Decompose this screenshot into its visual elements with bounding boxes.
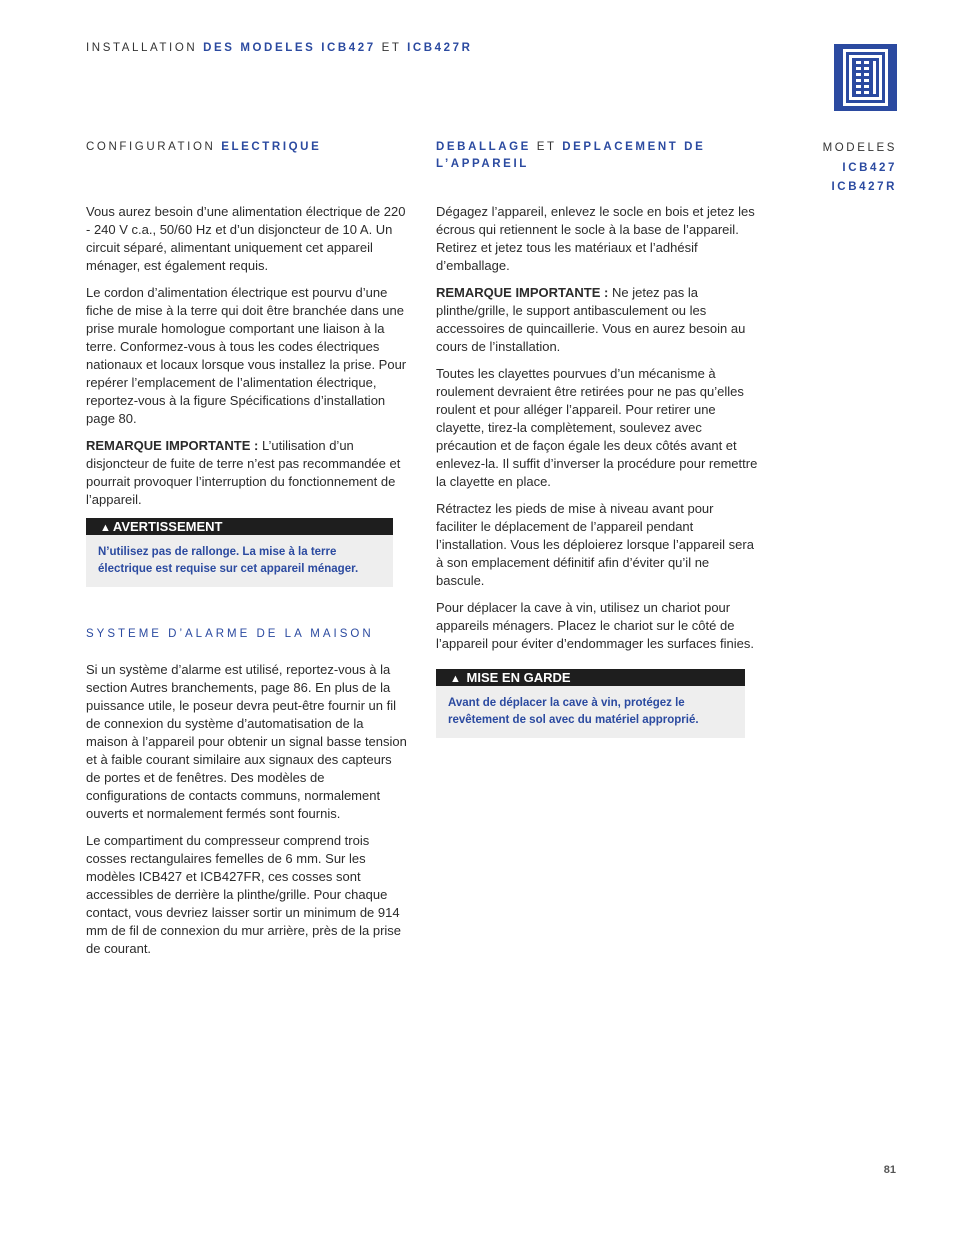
warning-text: N’utilisez pas de rallonge. La mise à la terre électrique est requise sur cet appareil ménager. [98,546,359,575]
paragraph-text: Le cordon d’alimentation électrique est pourvu d’une fiche de mise à la terre qui doit être branchée dans une prise murale homologue comportant une liaison à la terre. Conformez-vous à tous les codes électriques nationaux et locaux lorsque vous installez la prise. Pour repérer l’emplacement de l’alimentation électrique, reportez-vous à la figure Spécifications d’installation page 80. [86,285,407,426]
paragraph: Si un système d’alarme est utilisé, reportez-vous à la section Autres branchements, page 86. En plus de la puissance utile, le poseur devra peut-être fournir un fil de connexion du système d’automatisation de la maison à l’appareil pour obtenir un signal basse tension et à faible courant similaire aux signaux des capteurs de portes et de fenêtres. Des modèles de configurations de contacts communs, normalement ouverts et normalement fermés sont fournis. [86,662,407,821]
paragraph [86,284,408,428]
right-column [436,203,758,738]
important-note [436,284,758,356]
caution-text: Avant de déplacer la cave à vin, protégez le revêtement de sol avec du matériel approprié. [448,697,699,726]
wine-cabinet-icon [834,44,897,111]
paragraph: Rétractez les pieds de mise à niveau avant pour faciliter le déplacement de l’appareil pendant l’installation. Vous les déploierez lorsque l’appareil sera à son emplacement définitif afin d’éviter qu’il ne bascule. [436,501,754,588]
important-note [86,437,408,509]
paragraph: Toutes les clayettes pourvues d’un mécanisme à roulement devraient être retirées pour ne pas qu’elles roulent et pour alléger l’appareil. Pour retirer une clayette, tirez-la complètement, soulevez avec précaution et de façon égale les deux côtés avant et enlevez-la. Il suffit d’inverser la procédure pour remettre la clayette en place. [436,366,758,489]
left-column [86,203,408,967]
heading-unpacking: DEBALLAGE [436,141,531,153]
warning-icon: ▲ [100,522,111,534]
warning-header [86,518,393,535]
model-icb427r: ICB427R [831,181,897,193]
section-heading-unpacking [436,139,756,173]
note-label: REMARQUE IMPORTANTE : [86,438,259,453]
model-icb427: ICB427 [842,161,897,174]
warning-box [86,518,393,587]
header-installation: INSTALLATION [86,42,198,54]
warning-title: AVERTISSEMENT [112,519,223,534]
note-label: REMARQUE IMPORTANTE : [436,285,609,300]
paragraph: Le compartiment du compresseur comprend trois cosses rectangulaires femelles de 6 mm. Sur les modèles ICB427 et ICB427FR, ces cosses sont accessibles de derrière la plinthe/grille. Pour chaque contact, vous devriez laisser sortir un minimum de 914 mm de fil de connexion du mur arrière, près de la prise de courant. [86,833,402,956]
paragraph: Vous aurez besoin d’une alimentation électrique de 220 - 240 V c.a., 50/60 Hz et d’un disjoncteur de 10 A. Un circuit séparé, alimentant uniquement cet appareil ménager, est également requis. [86,204,406,273]
caution-title: MISE EN GARDE [466,670,571,685]
warning-icon: ▲ [450,673,461,685]
page-header [86,42,473,54]
header-et: ET [381,42,402,54]
section-heading-electrical [86,139,321,156]
models-title: MODELES [822,142,897,154]
heading-blue: ELECTRIQUE [221,141,322,153]
caution-header [436,669,745,686]
header-des-modeles: DES MODELES ICB427 [203,42,376,54]
note-text: L’utilisation d’un disjoncteur de fuite de terre n’est pas recommandée et pourrait provoquer l’interruption du fonctionnement de l’appareil. [86,438,401,507]
paragraph: Dégagez l’appareil, enlevez le socle en bois et jetez les écrous qui retiennent le socle à la base de l’appareil. Retirez et jetez tous les matériaux et l’adhésif d’emballage. [436,204,755,273]
note-text: Ne jetez pas la plinthe/grille, le support antibasculement ou les accessoires de quincaillerie. Vous en aurez besoin au cours de l’installation. [436,285,746,354]
paragraph: Pour déplacer la cave à vin, utilisez un chariot pour appareils ménagers. Placez le chariot sur le côté de l’appareil pour éviter d’endommager les surfaces finies. [436,600,754,651]
header-model-r: ICB427R [407,42,473,54]
caution-box [436,669,745,738]
subheading-alarm: SYSTEME D’ALARME DE LA MAISON [86,628,374,640]
heading-et: ET [536,141,557,153]
page-number: 81 [883,1164,896,1176]
heading-prefix: CONFIGURATION [86,141,216,153]
heading-moving: DEPLACEMENT DE L’APPAREIL [436,141,706,170]
models-label [823,139,897,198]
